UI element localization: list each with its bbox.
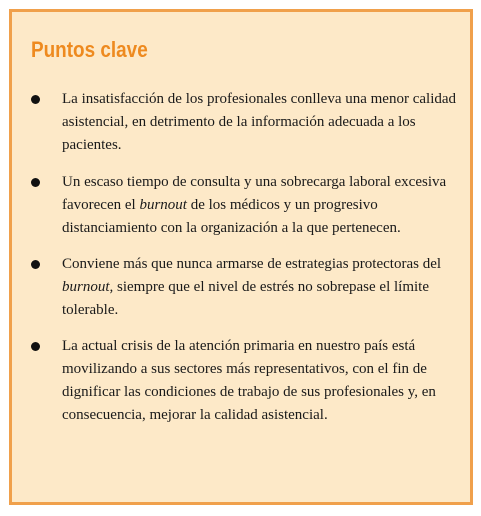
bullet-icon	[31, 260, 40, 269]
list-item-text	[62, 338, 436, 423]
text-segment: siempre que el nivel de estrés no sobrepase el límite tolerable.	[62, 279, 429, 318]
italic-term: burnout	[139, 197, 187, 213]
list-item-text	[62, 91, 456, 153]
list-item-text	[62, 256, 441, 318]
list-item	[31, 171, 461, 240]
list-item	[31, 335, 461, 427]
text-segment: La insatisfacción de los profesionales conlleva una menor calidad asistencial, en detrimento de la información adecuada a los pacientes.	[62, 91, 457, 153]
list-item-text	[62, 174, 446, 236]
text-segment: La actual crisis de la atención primaria en nuestro país está movilizando a sus sectores más representativos, con el fin de dignificar las condiciones de trabajo de sus profesionales y, en consecuencia, mejorar la calidad asistencial.	[62, 338, 436, 423]
key-points-list	[31, 88, 461, 441]
text-segment: de los médicos y un progresivo distanciamiento con la organización a la que pertenecen.	[62, 197, 401, 236]
text-segment: Conviene más que nunca armarse de estrategias protectoras del	[62, 256, 442, 272]
list-item	[31, 253, 461, 322]
bullet-icon	[31, 342, 40, 351]
text-segment: Un escaso tiempo de consulta y una sobrecarga laboral excesiva favorecen el	[62, 174, 447, 213]
bullet-icon	[31, 95, 40, 104]
list-item	[31, 88, 461, 157]
bullet-icon	[31, 178, 40, 187]
italic-term: burnout,	[62, 279, 114, 295]
panel-title: Puntos clave	[31, 37, 148, 62]
key-points-panel	[9, 9, 473, 505]
